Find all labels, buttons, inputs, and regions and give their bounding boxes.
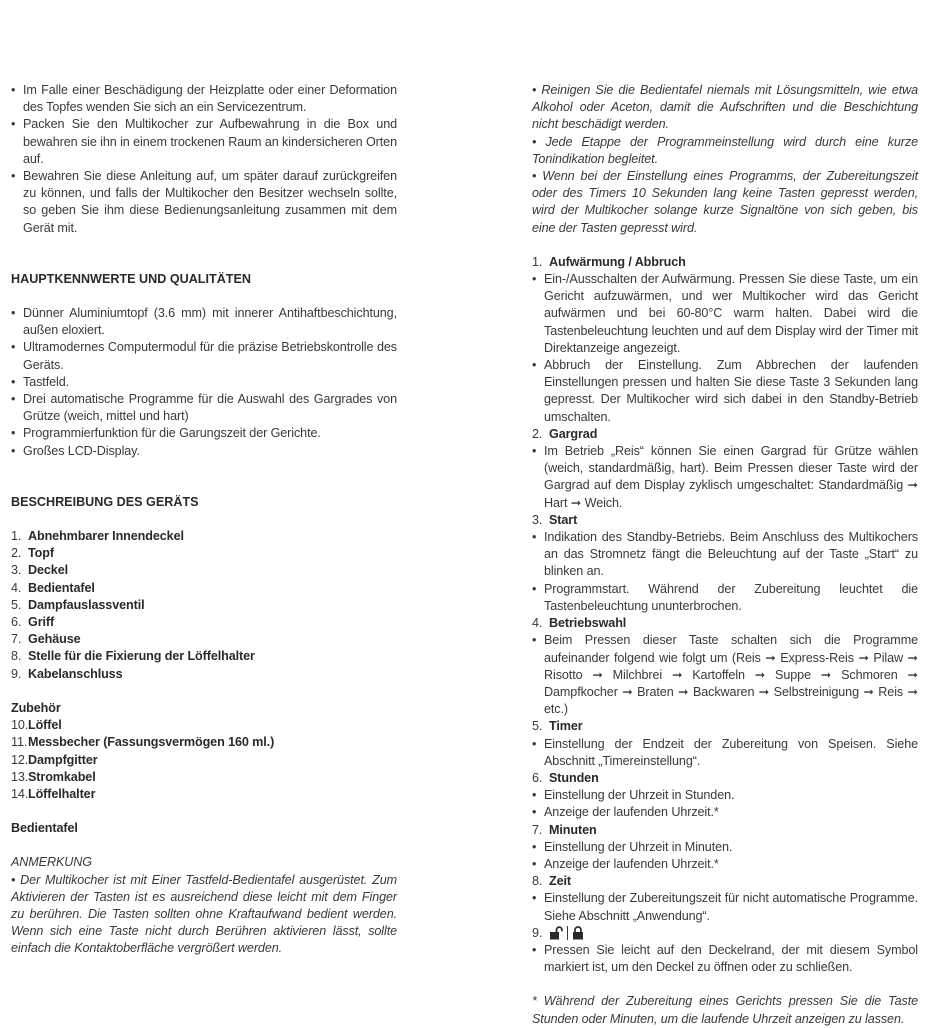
button-item-heading: 4. Betriebswahl: [532, 616, 627, 631]
list-item: • Bewahren Sie diese Anleitung auf, um später darauf zurückgreifen zu können, und falls der Multikocher den Besitzer wechseln sollte, so geben Sie ihm diese Bedienungsanleitung zusammen mit dem Gerät mit.: [11, 168, 397, 237]
part-number: 4.: [11, 580, 22, 595]
part-label: Stelle für die Fixierung der Löffelhalter: [28, 649, 255, 664]
part-number: 7.: [11, 632, 22, 647]
button-item-heading: 7. Minuten: [532, 822, 597, 837]
accessory-number: 13.: [11, 769, 29, 784]
part-item: [11, 614, 397, 631]
button-item-heading: 2. Gargrad: [532, 426, 598, 441]
part-label: Griff: [28, 615, 55, 630]
accessory-label: Löffel: [28, 718, 62, 733]
part-label: Deckel: [28, 563, 69, 578]
list-item: • Packen Sie den Multikocher zur Aufbewahrung in die Box und bewahren sie ihn in einem trockenen Raum an kindersicheren Orten auf.: [11, 116, 397, 168]
part-label: Topf: [28, 546, 54, 561]
accessory-item: [11, 769, 397, 786]
button-item-heading: 6. Stunden: [532, 770, 599, 785]
list-item: • Im Betrieb „Reis“ können Sie einen Gargrad für Grütze wählen (weich, standardmäßig, hart). Beim Pressen dieser Taste wird der Gargrad auf dem Display zyklisch umgeschaltet: Standardmäßig ➞ Hart ➞ Weich.: [532, 443, 918, 512]
description-heading: BESCHREIBUNG DES GERÄTS: [11, 494, 199, 509]
part-item: [11, 528, 397, 545]
accessory-number: 12.: [11, 752, 29, 767]
accessory-item: [11, 734, 397, 751]
part-item: [11, 545, 397, 562]
list-item: • Jede Etappe der Programmeinstellung wird durch eine kurze Tonindikation begleitet.: [532, 134, 918, 166]
note-text: • Der Multikocher ist mit Einer Tastfeld-Bedientafel ausgerüstet. Zum Aktivieren der Tasten ist es ausreichend diese leicht mit dem Finger zu berühren. Die Tasten sollten ohne Kraftaufwand bedient werden. Wenn sich eine Taste nicht durch Berühren aktivieren lässt, sollte einfach die Kontaktoberfläche vergrößert werden.: [11, 872, 397, 956]
accessory-number: 14.: [11, 786, 29, 801]
list-item: • Indikation des Standby-Betriebs. Beim Anschluss des Multikochers an das Stromnetz fängt die Beleuchtung auf der Taste „Start“ zu blinken an.: [532, 529, 918, 581]
panel-heading: Bedientafel: [11, 821, 78, 836]
parts-list: [11, 528, 397, 683]
list-item: • Einstellung der Zubereitungszeit für nicht automatische Programme. Siehe Abschnitt „Anwendung“.: [532, 890, 918, 924]
button-item-heading: 5. Timer: [532, 719, 583, 734]
list-item: • Abbruch der Einstellung. Zum Abbrechen der laufenden Einstellungen pressen und halten Sie diese Taste 3 Sekunden lang gepresst. Der Multikocher wird sich dabei in den Standby-Betrieb umschalten.: [532, 357, 918, 426]
list-item: • Pressen Sie leicht auf den Deckelrand, der mit diesem Symbol markiert ist, um den Deckel zu öffnen oder zu schließen.: [532, 942, 918, 976]
part-label: Dampfauslassventil: [28, 597, 145, 612]
intro-bullets: [11, 82, 397, 237]
features-list: [11, 305, 397, 460]
list-item: • Anzeige der laufenden Uhrzeit.*: [532, 804, 918, 821]
list-item: • Beim Pressen dieser Taste schalten sich die Programme aufeinander folgend wie folgt um (Reis ➞ Express-Reis ➞ Pilaw ➞ Risotto ➞ Milchbrei ➞ Kartoffeln ➞ Suppe ➞ Schmoren ➞ Dampfkocher ➞ Braten ➞ Backwaren ➞ Selbstreinigung ➞ Reis ➞ etc.): [532, 632, 918, 718]
part-label: Bedientafel: [28, 580, 95, 595]
list-item: • Tastfeld.: [11, 374, 397, 391]
features-heading: HAUPTKENNWERTE UND QUALITÄTEN: [11, 271, 251, 286]
care-notes: [532, 82, 918, 237]
part-item: [11, 562, 397, 579]
list-item: • Einstellung der Uhrzeit in Stunden.: [532, 787, 918, 804]
button-item-heading: 8. Zeit: [532, 874, 571, 889]
footnote: * Während der Zubereitung eines Gerichts pressen Sie die Taste Stunden oder Minuten, um die laufende Uhrzeit anzeigen zu lassen.: [532, 994, 918, 1026]
part-number: 9.: [11, 666, 22, 681]
note-title: ANMERKUNG: [11, 855, 92, 870]
lock-item-heading: 9.: [532, 925, 918, 942]
part-item: [11, 597, 397, 614]
accessory-label: Messbecher (Fassungsvermögen 160 ml.): [28, 735, 275, 750]
accessory-number: 11.: [11, 735, 28, 750]
part-number: 5.: [11, 597, 22, 612]
list-item: • Einstellung der Endzeit der Zubereitung von Speisen. Siehe Abschnitt „Timereinstellung“.: [532, 736, 918, 770]
accessory-item: [11, 717, 397, 734]
part-number: 3.: [11, 563, 22, 578]
part-item: [11, 648, 397, 665]
list-item: • Anzeige der laufenden Uhrzeit.*: [532, 856, 918, 873]
part-item: [11, 631, 397, 648]
right-column: [532, 82, 918, 1028]
unlock-icon: [549, 926, 563, 940]
list-item: • Großes LCD-Display.: [11, 443, 397, 460]
list-item: • Ein-/Ausschalten der Aufwärmung. Pressen Sie diese Taste, um ein Gericht aufzuwärmen, und wer Multikocher wird das Gericht aufwärmen und bei 60-80°C warm halten. Dabei wird die Tastenbeleuchtung leuchten und auf dem Display wird der Timer mit Direktanzeige angezeigt.: [532, 271, 918, 357]
accessory-number: 10.: [11, 718, 29, 733]
button-item-heading: 3. Start: [532, 512, 578, 527]
list-item: • Dünner Aluminiumtopf (3.6 mm) mit innerer Antihaftbeschichtung, außen eloxiert.: [11, 305, 397, 339]
accessory-item: [11, 752, 397, 769]
button-item-heading: 1. Aufwärmung / Abbruch: [532, 254, 686, 269]
lock-symbols: [549, 925, 584, 942]
list-item: • Einstellung der Uhrzeit in Minuten.: [532, 839, 918, 856]
accessory-item: [11, 786, 397, 803]
left-column: [11, 82, 397, 958]
button-descriptions: [532, 254, 918, 977]
list-item: • Wenn bei der Einstellung eines Programms, der Zubereitungszeit oder des Timers 10 Sekunden lang keine Tasten gepresst werden, wird der Multikocher solange kurze Signaltöne von sich geben, bis eine der Tasten gepresst wird.: [532, 169, 918, 235]
part-label: Abnehmbarer Innendeckel: [28, 529, 184, 544]
accessory-label: Löffelhalter: [28, 786, 96, 801]
list-item: • Ultramodernes Computermodul für die präzise Betriebskontrolle des Geräts.: [11, 339, 397, 373]
part-number: 8.: [11, 649, 22, 664]
list-item: • Programmstart. Während der Zubereitung leuchtet die Tastenbeleuchtung ununterbrochen.: [532, 581, 918, 615]
accessories-list: [11, 717, 397, 803]
part-number: 6.: [11, 615, 22, 630]
list-item: • Reinigen Sie die Bedientafel niemals mit Lösungsmitteln, wie etwa Alkohol oder Aceton, damit die Aufschriften und die Beschichtung nicht beschädigt werden.: [532, 83, 918, 132]
part-number: 1.: [11, 529, 22, 544]
part-label: Kabelanschluss: [28, 666, 123, 681]
accessory-label: Stromkabel: [28, 769, 96, 784]
list-item: • Im Falle einer Beschädigung der Heizplatte oder einer Deformation des Topfes wenden Sie sich an ein Servicezentrum.: [11, 82, 397, 116]
accessories-heading: Zubehör: [11, 700, 61, 715]
accessory-label: Dampfgitter: [28, 752, 98, 767]
part-item: [11, 666, 397, 683]
list-item: • Programmierfunktion für die Garungszeit der Gerichte.: [11, 425, 397, 442]
part-item: [11, 580, 397, 597]
part-number: 2.: [11, 546, 22, 561]
list-item: • Drei automatische Programme für die Auswahl des Gargrades von Grütze (weich, mittel und hart): [11, 391, 397, 425]
part-label: Gehäuse: [28, 632, 81, 647]
lock-icon: [572, 926, 584, 940]
